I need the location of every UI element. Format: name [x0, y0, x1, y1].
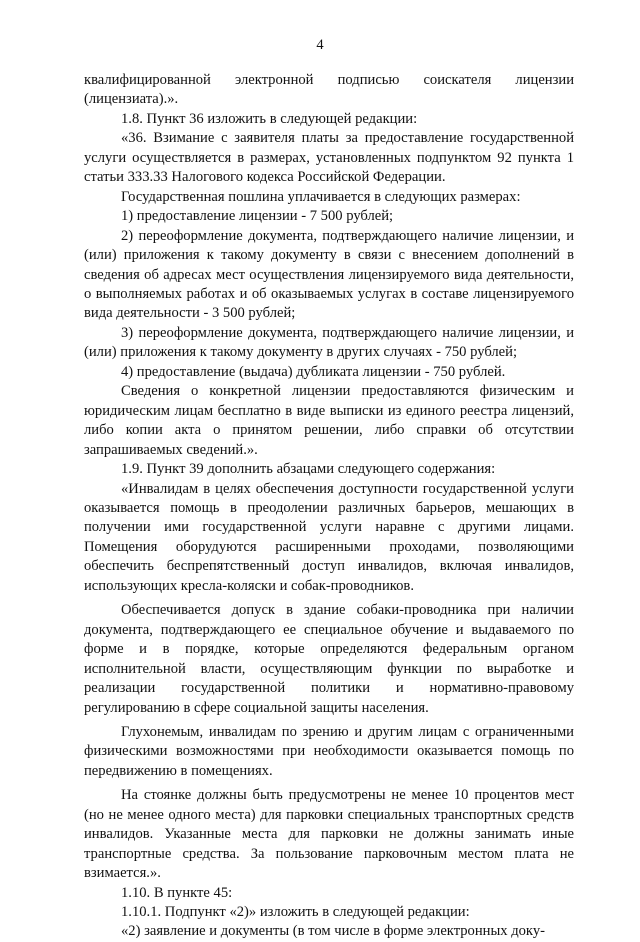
paragraph: 2) переоформление документа, подтверждающего наличие лицензии, и (или) приложения к такому документу в связи с внесением дополнений в сведения об адресах мест осуществления лицензируемого вида деятельности, о выполняемых работах и об оказываемых услугах в составе лицензируемого вида деятельности - 3 500 рублей;	[84, 227, 574, 322]
paragraph: 1) предоставление лицензии - 7 500 рублей;	[121, 208, 394, 225]
paragraph: 1.8. Пункт 36 изложить в следующей редакции:	[121, 110, 418, 127]
paragraph: Обеспечивается допуск в здание собаки-проводника при наличии документа, подтверждающего ее специальное обучение и выдаваемого по форме и в порядке, которые определяются федеральным органом исполнительной власти, осуществляющим функции по выработке и реализации государственной политики и нормативно-правовому регулированию в сфере социальной защиты населения.	[84, 602, 574, 716]
document-body	[84, 71, 574, 942]
paragraph: квалифицированной электронной подписью соискателя лицензии (лицензиата).».	[84, 72, 574, 108]
paragraph: 4) предоставление (выдача) дубликата лицензии - 750 рублей.	[121, 363, 506, 380]
paragraph: Сведения о конкретной лицензии предоставляются физическим и юридическим лицам бесплатно в виде выписки из единого реестра лицензий, либо копии акта о принятом решении, либо справки об отсутствии запрашиваемых сведений.».	[84, 383, 574, 458]
paragraph: «2) заявление и документы (в том числе в форме электронных доку-	[121, 923, 545, 940]
paragraph: «36. Взимание с заявителя платы за предоставление государственной услуги осуществляется в размерах, установленных подпунктом 92 пункта 1 статьи 333.33 Налогового кодекса Российской Федерации.	[84, 130, 574, 186]
paragraph: На стоянке должны быть предусмотрены не менее 10 процентов мест (но не менее одного места) для парковки специальных транспортных средств инвалидов. Указанные места для парковки не должны занимать иные транспортные средства. За пользование парковочным местом плата не взимается.».	[84, 787, 574, 882]
paragraph: 1.10.1. Подпункт «2)» изложить в следующей редакции:	[121, 904, 470, 921]
paragraph: 1.10. В пункте 45:	[121, 884, 233, 901]
paragraph: «Инвалидам в целях обеспечения доступности государственной услуги оказывается помощь в преодолении различных барьеров, мешающих в получении ими государственной услуги наравне с другими лицами. Помещения оборудуются расширенными проходами, позволяющими обеспечить беспрепятственный доступ инвалидов, включая инвалидов, использующих кресла-коляски и собак-проводников.	[84, 480, 574, 594]
page-number: 4	[316, 37, 324, 53]
paragraph: Государственная пошлина уплачивается в следующих размерах:	[121, 188, 521, 205]
paragraph: Глухонемым, инвалидам по зрению и другим лицам с ограниченными физическими возможностями при необходимости оказывается помощь по передвижению в помещениях.	[84, 723, 574, 779]
paragraph: 1.9. Пункт 39 дополнить абзацами следующего содержания:	[121, 461, 496, 478]
paragraph: 3) переоформление документа, подтверждающего наличие лицензии, и (или) приложения к такому документу в других случаях - 750 рублей;	[84, 324, 574, 361]
